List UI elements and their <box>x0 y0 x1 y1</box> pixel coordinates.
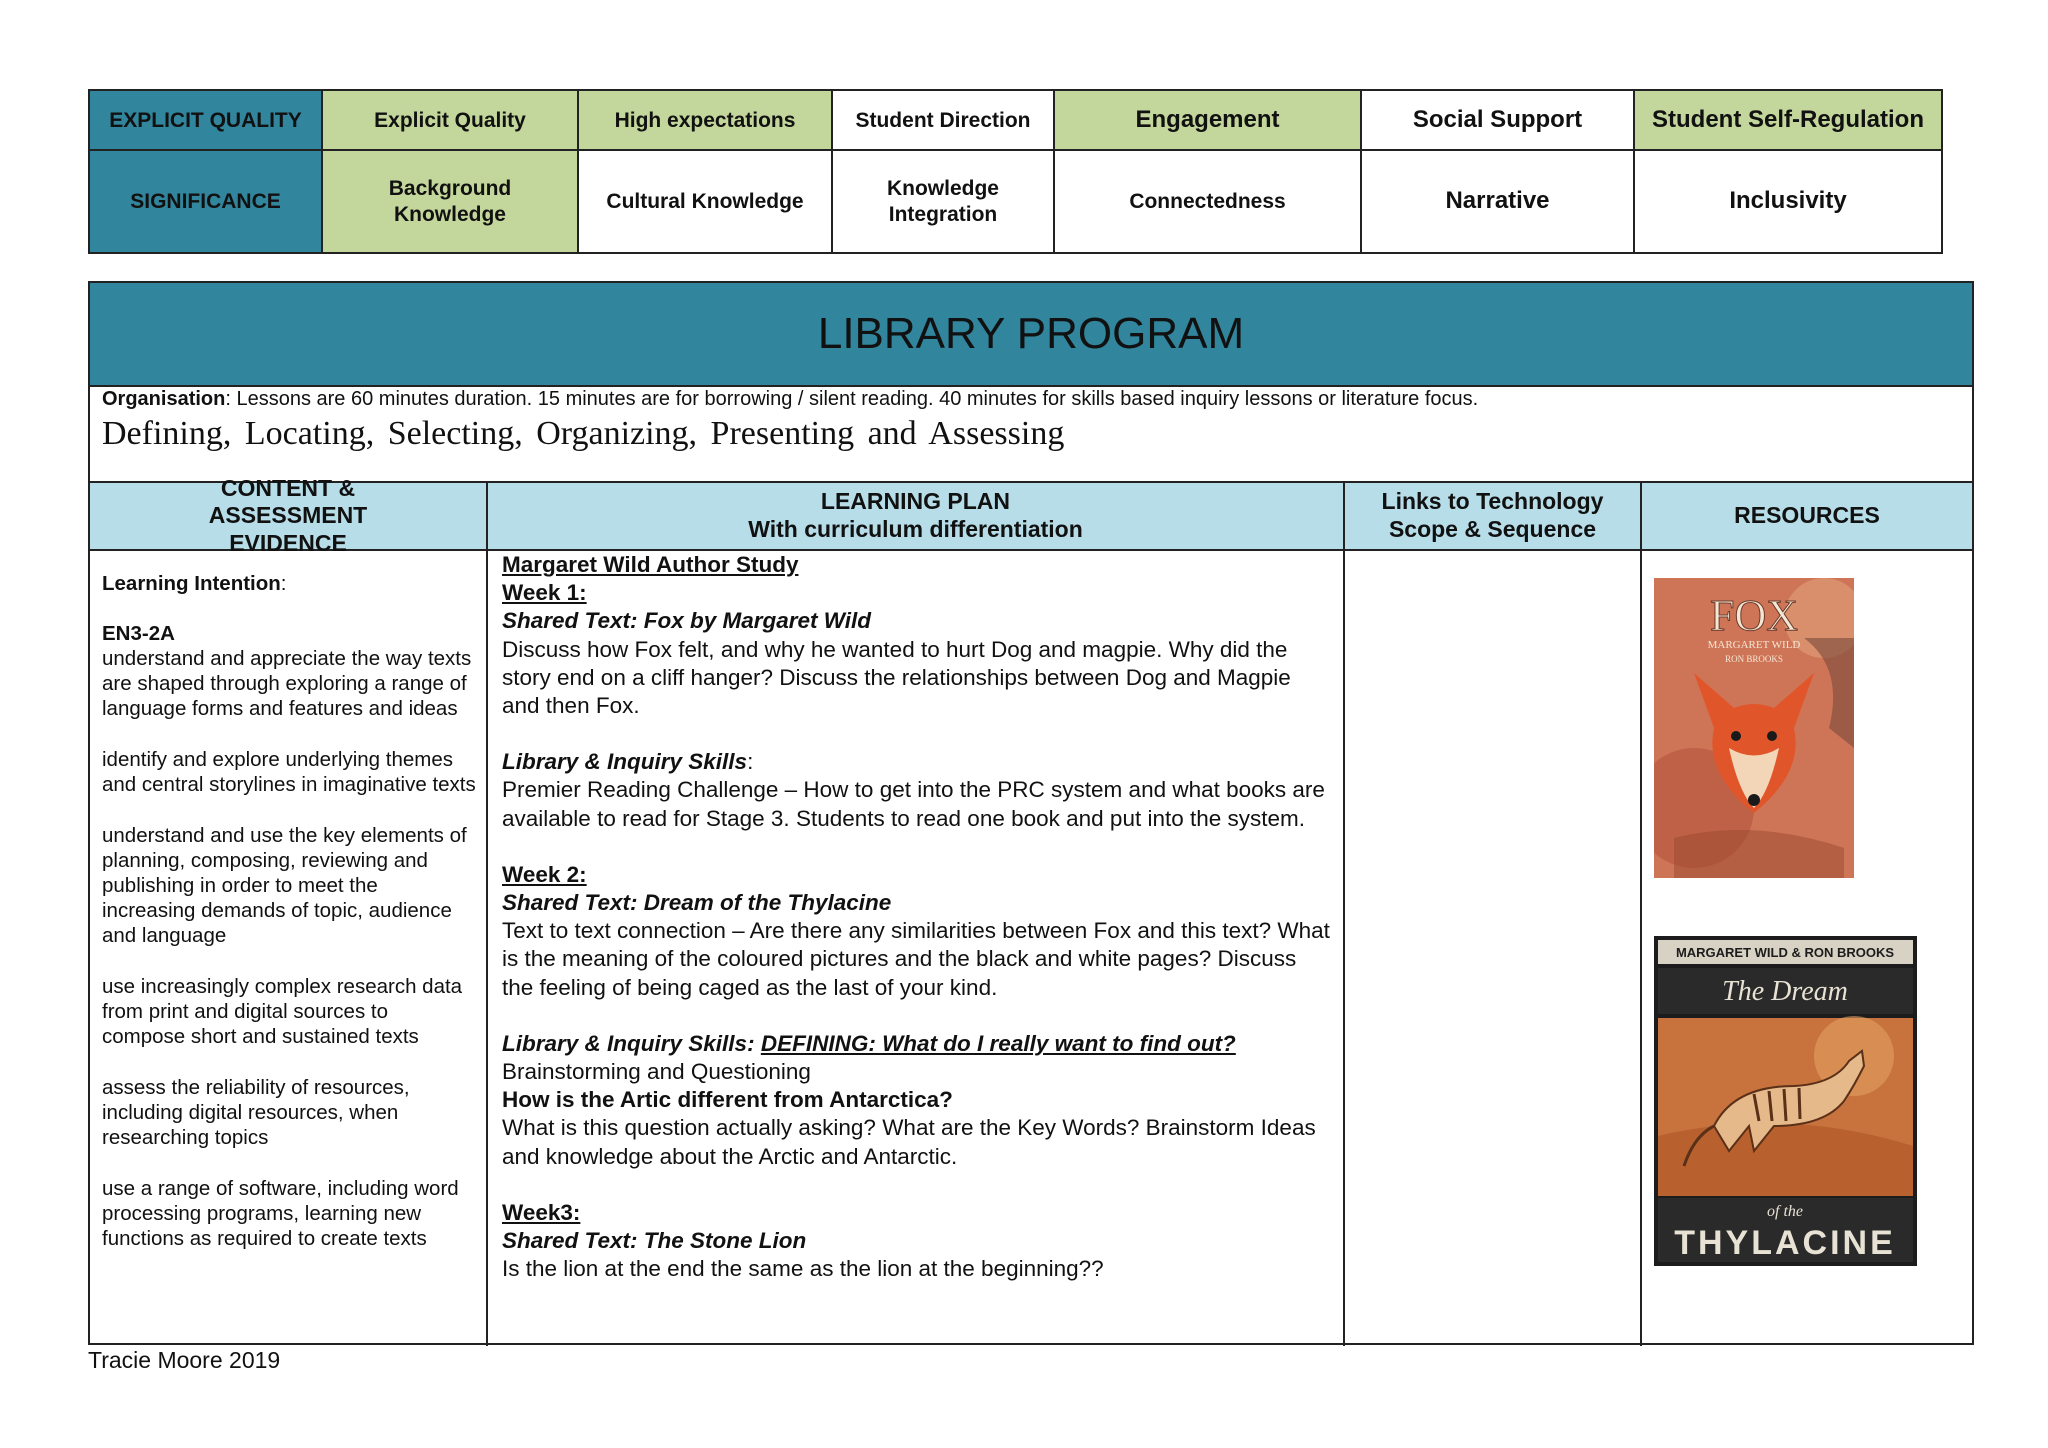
quality-row <box>89 90 1942 150</box>
significance-cell: Narrative <box>1361 150 1634 253</box>
quality-cell: Engagement <box>1054 90 1361 150</box>
fox-book-cover <box>1654 578 1854 878</box>
quality-framework-table <box>88 89 1943 254</box>
program-body-row <box>90 551 1972 1346</box>
fox-cover-illustrator: RON BROOKS <box>1725 654 1783 664</box>
skills-label: Library & Inquiry Skills <box>502 749 748 775</box>
shared-text: Shared Text: The Stone Lion <box>502 1228 807 1254</box>
thylacine-cover-title-mid: of the <box>1767 1203 1803 1220</box>
organisation-line <box>102 388 1960 411</box>
week-label: Week 2: <box>502 861 587 887</box>
significance-cell: Inclusivity <box>1634 150 1942 253</box>
thylacine-cover-authors: MARGARET WILD & RON BROOKS <box>1675 945 1895 960</box>
week-label: Week3: <box>502 1199 581 1225</box>
shared-text: Shared Text: Fox by Margaret Wild <box>502 608 872 634</box>
week-discussion: Is the lion at the end the same as the lion at the beginning?? <box>502 1256 1104 1282</box>
week-discussion: Discuss how Fox felt, and why he wanted to hurt Dog and magpie. Why did the story end on a cliff hanger? Discuss the relationships between Dog and Magpie and then Fox. <box>502 636 1291 719</box>
week-label: Week 1: <box>502 580 587 606</box>
content-point: understand and use the key elements of planning, composing, reviewing and publishing in order to meet the increasing demands of topic, audience and language <box>102 824 467 947</box>
content-column <box>90 551 488 1346</box>
thylacine-cover-title-bottom: THYLACINE <box>1674 1224 1896 1262</box>
plan-header-line2: With curriculum differentiation <box>748 516 1083 542</box>
fox-cover-author: MARGARET WILD <box>1707 639 1801 651</box>
significance-cell: Background Knowledge <box>322 150 578 253</box>
column-header-plan <box>488 483 1345 549</box>
skills-line: Library & Inquiry Skills: <box>502 749 754 775</box>
brainstorm-text: Brainstorming and Questioning <box>502 1059 811 1085</box>
skills-label: Library & Inquiry Skills: <box>502 1030 761 1056</box>
learning-intention-label: Learning Intention <box>102 572 281 595</box>
content-point: identify and explore underlying themes and central storylines in imaginative texts <box>102 748 476 796</box>
content-point: use increasingly complex research data from print and digital sources to compose short and sustained texts <box>102 975 463 1048</box>
skills-focus: DEFINING: What do I really want to find out? <box>760 1030 1236 1056</box>
content-point: use a range of software, including word processing programs, learning new functions as required to create texts <box>102 1177 459 1250</box>
inquiry-question: How is the Artic different from Antarctica? <box>502 1087 953 1113</box>
quality-row-header: EXPLICIT QUALITY <box>89 90 322 150</box>
column-header-technology: Links to Technology Scope & Sequence <box>1345 483 1642 549</box>
organisation-subline: Defining, Locating, Selecting, Organizing, Presenting and Assessing <box>102 415 1065 452</box>
skills-text: Premier Reading Challenge – How to get into the PRC system and what books are available to read for Stage 3. Students to read one book and put into the system. <box>502 777 1325 831</box>
inquiry-question-text: What is this question actually asking? What are the Key Words? Brainstorm Ideas and knowledge about the Arctic and Antarctic. <box>502 1115 1316 1169</box>
plan-heading: Margaret Wild Author Study <box>502 552 799 577</box>
quality-cell: Student Direction <box>832 90 1054 150</box>
significance-cell: Cultural Knowledge <box>578 150 832 253</box>
organisation-text: : Lessons are 60 minutes duration. 15 minutes are for borrowing / silent reading. 40 minutes for skills based inquiry lessons or literature focus. <box>225 388 1479 410</box>
learning-plan-column <box>488 551 1345 1346</box>
skills-line <box>502 1030 1331 1058</box>
quality-cell: Explicit Quality <box>322 90 578 150</box>
program-title: LIBRARY PROGRAM <box>90 283 1972 387</box>
plan-header-line1: LEARNING PLAN <box>820 488 1011 515</box>
significance-cell: Knowledge Integration <box>832 150 1054 253</box>
organisation-label: Organisation <box>102 388 226 410</box>
significance-row-header: SIGNIFICANCE <box>89 150 322 253</box>
column-headers <box>90 474 1972 556</box>
thylacine-cover-title-top: The Dream <box>1722 976 1848 1007</box>
library-program-table <box>88 281 1974 1345</box>
technology-column <box>1345 551 1642 1346</box>
footer-author: Tracie Moore 2019 <box>88 1347 281 1373</box>
resources-column <box>1642 551 1972 1346</box>
learning-intention: Learning Intention: <box>102 572 287 595</box>
outcome-code: EN3-2A <box>102 622 175 645</box>
column-header-content: CONTENT & ASSESSMENT EVIDENCE <box>90 483 488 549</box>
quality-cell: High expectations <box>578 90 832 150</box>
significance-row <box>89 150 1942 253</box>
column-header-resources: RESOURCES <box>1734 502 1880 529</box>
shared-text: Shared Text: Dream of the Thylacine <box>502 890 892 916</box>
content-point: understand and appreciate the way texts are shaped through exploring a range of language forms and features and ideas <box>102 647 472 720</box>
week-discussion: Text to text connection – Are there any similarities between Fox and this text? What is the meaning of the coloured pictures and the black and white pages? Discuss the feeling of being caged as the last of your kind. <box>502 918 1330 1000</box>
quality-cell: Social Support <box>1361 90 1634 150</box>
fox-cover-title: FOX <box>1709 591 1799 640</box>
content-point: assess the reliability of resources, including digital resources, when researching topics <box>102 1076 410 1149</box>
thylacine-book-cover <box>1654 936 1917 1266</box>
quality-cell: Student Self-Regulation <box>1634 90 1942 150</box>
organisation-section <box>90 388 1972 483</box>
significance-cell: Connectedness <box>1054 150 1361 253</box>
